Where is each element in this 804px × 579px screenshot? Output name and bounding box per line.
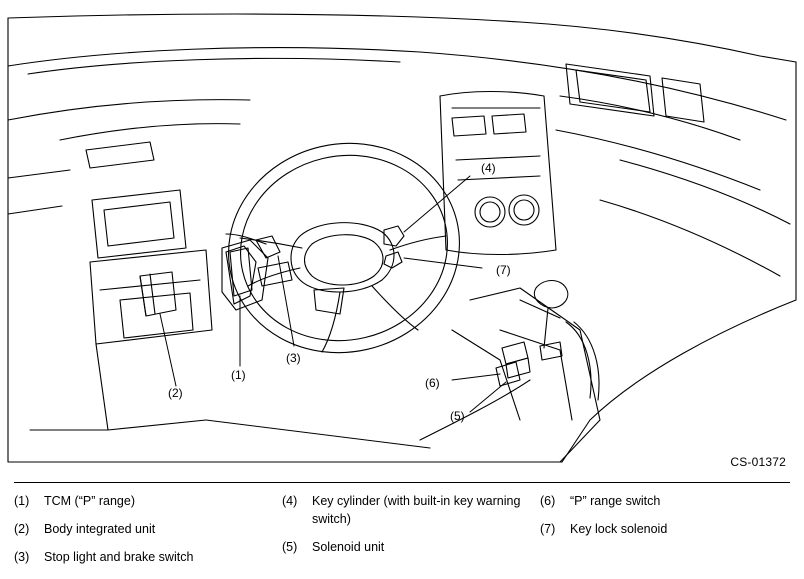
legend-item-number: (4) (282, 494, 298, 508)
legend-column-3 (540, 492, 790, 576)
legend-item (14, 520, 282, 538)
callout-4-label: (4) (481, 161, 496, 175)
legend-item (282, 538, 540, 556)
legend-item-label: “P” range switch (570, 494, 661, 508)
legend-item-number: (7) (540, 522, 556, 537)
legend-item-number: (6) (540, 494, 556, 508)
callout-6-label: (6) (425, 376, 440, 390)
legend-item (282, 492, 540, 528)
legend-item (14, 492, 282, 510)
legend-item-label: Key cylinder (with built-in key warning switch) (312, 494, 521, 527)
legend-column-2 (282, 492, 540, 576)
legend-item-label: Solenoid unit (312, 540, 385, 555)
callout-1-label: (1) (231, 368, 246, 382)
legend-item (14, 548, 282, 566)
callout-2-label: (2) (168, 386, 183, 400)
legend-item (540, 492, 790, 510)
legend-item-number: (3) (14, 550, 30, 565)
legend-item-label: TCM (“P” range) (44, 494, 135, 508)
callout-5-label: (5) (450, 409, 465, 423)
legend-column-1 (14, 492, 282, 576)
legend-item-label: Key lock solenoid (570, 522, 668, 537)
legend-item-label: Stop light and brake switch (44, 550, 194, 565)
callout-7-label: (7) (496, 263, 511, 277)
legend (14, 492, 790, 576)
legend-item-label: Body integrated unit (44, 522, 156, 537)
legend-item (540, 520, 790, 538)
legend-item-number: (2) (14, 522, 30, 537)
legend-divider (14, 482, 790, 483)
legend-item-number: (1) (14, 494, 30, 508)
legend-item-number: (5) (282, 540, 298, 555)
callout-3-label: (3) (286, 351, 301, 365)
figure-code: CS-01372 (730, 455, 786, 469)
